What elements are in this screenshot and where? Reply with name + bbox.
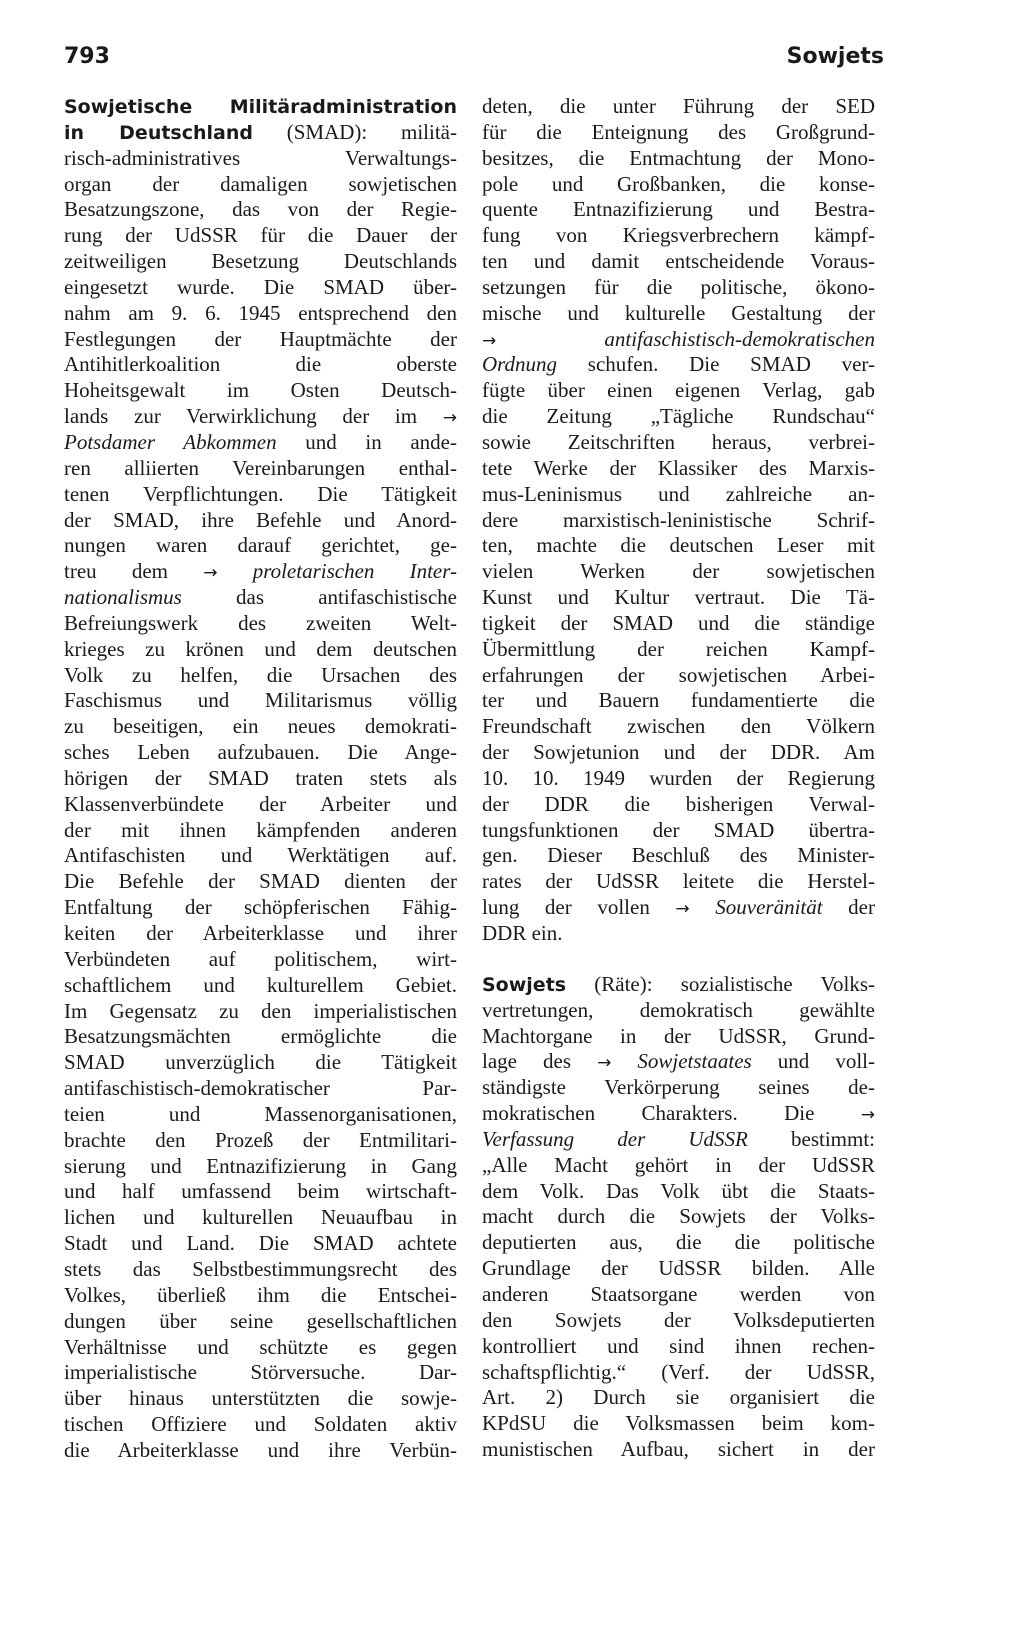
text-segment: Übermittlung der reichen Kampf- [482, 636, 875, 661]
headword: in Deutschland [64, 121, 253, 144]
text-segment: und half umfassend beim wirtschaft- [64, 1179, 457, 1204]
text-line [64, 792, 457, 818]
text-segment: rates der UdSSR leitete die Herstel- [482, 869, 875, 894]
text-segment: ten und damit entscheidende Voraus- [482, 249, 875, 274]
text-line [482, 637, 875, 663]
text-segment: erfahrungen der sowjetischen Arbei- [482, 662, 875, 687]
text-line [64, 1412, 457, 1438]
text-line [64, 818, 457, 844]
text-segment: zeitweiligen Besetzung Deutschlands [64, 249, 457, 274]
text-segment: für die Enteignung des Großgrund- [482, 119, 875, 144]
text-segment: Entfaltung der schöpferischen Fähig- [64, 895, 457, 920]
text-segment: vertretungen, demokratisch gewählte [482, 997, 875, 1022]
text-segment: tungsfunktionen der SMAD übertra- [482, 817, 875, 842]
text-segment: Klassenverbündete der Arbeiter und [64, 791, 457, 816]
text-segment: (SMAD): militä- [253, 119, 457, 144]
text-line [64, 327, 457, 353]
cross-reference: Verfassung der UdSSR [482, 1126, 748, 1151]
text-line [482, 430, 875, 456]
text-line [482, 1204, 875, 1230]
text-line [64, 1050, 457, 1076]
text-segment [217, 559, 252, 583]
text-line [482, 533, 875, 559]
text-line [64, 1102, 457, 1128]
text-line [64, 1231, 457, 1257]
text-segment: KPdSU die Volksmassen beim kom- [482, 1411, 875, 1436]
text-line [64, 1386, 457, 1412]
text-line [482, 146, 875, 172]
text-line [64, 223, 457, 249]
text-segment: nungen waren darauf gerichtet, ge- [64, 533, 457, 558]
text-line [64, 688, 457, 714]
text-segment: mokratischen Charakters. Die [482, 1101, 861, 1126]
text-line [482, 998, 875, 1024]
text-segment: Befreiungswerk des zweiten Welt- [64, 610, 457, 635]
text-line [482, 1360, 875, 1386]
text-line [482, 1385, 875, 1411]
text-line [482, 378, 875, 404]
text-segment: setzungen für die politische, ökono- [482, 274, 875, 299]
text-segment: antifaschistisch-demokratischer Par- [64, 1076, 457, 1101]
text-line [64, 456, 457, 482]
arrow-icon: → [442, 408, 457, 429]
text-segment: über hinaus unterstützten die sowje- [64, 1386, 457, 1411]
text-segment: Faschismus und Militarismus völlig [64, 688, 457, 713]
text-segment: fung von Kriegsverbrechern kämpf- [482, 223, 875, 248]
text-segment: Verhältnisse und schützte es gegen [64, 1334, 457, 1359]
text-line [64, 766, 457, 792]
arrow-icon: → [482, 330, 497, 351]
cross-reference: antifaschistisch-demokratischen [604, 326, 875, 351]
text-line [64, 585, 457, 611]
text-line [482, 585, 875, 611]
text-segment: ten, machte die deutschen Leser mit [482, 533, 875, 558]
text-line [482, 895, 875, 921]
text-line [482, 249, 875, 275]
text-line [482, 611, 875, 637]
text-segment: Kunst und Kultur vertraut. Die Tä- [482, 585, 875, 610]
text-segment: Festlegungen der Hauptmächte der [64, 326, 457, 351]
text-segment: Besatzungszone, das von der Regie- [64, 197, 457, 222]
text-line [64, 869, 457, 895]
text-line [482, 688, 875, 714]
text-segment: DDR ein. [482, 921, 563, 945]
text-line [64, 430, 457, 456]
text-line [64, 663, 457, 689]
right-column [482, 94, 875, 1463]
text-segment: schaftlichem und kulturellem Gebiet. [64, 972, 457, 997]
text-segment: tigkeit der SMAD und die ständige [482, 610, 875, 635]
text-line [64, 611, 457, 637]
text-segment: organ der damaligen sowjetischen [64, 171, 457, 196]
text-segment: zu beseitigen, ein neues demokrati- [64, 714, 457, 739]
cross-reference: Ordnung [482, 352, 558, 377]
arrow-icon: → [203, 563, 218, 584]
text-segment: teien und Massenorganisationen, [64, 1101, 457, 1126]
text-line [482, 94, 875, 120]
text-segment: Antifaschisten und Werktätigen auf. [64, 843, 457, 868]
text-segment: und in ande- [276, 429, 457, 454]
text-segment: schufen. Die SMAD ver- [557, 352, 875, 377]
text-line [64, 714, 457, 740]
text-line [64, 94, 457, 120]
text-line [482, 559, 875, 585]
text-segment: kontrolliert und sind ihnen rechen- [482, 1333, 875, 1358]
text-segment: imperialistische Störversuche. Dar- [64, 1360, 457, 1385]
text-segment: lands zur Verwirklichung der im [64, 404, 443, 429]
text-segment: anderen Staatsorgane werden von [482, 1281, 875, 1306]
text-segment: das antifaschistische [181, 585, 457, 610]
text-segment: treu dem [64, 559, 204, 584]
text-line [482, 508, 875, 534]
left-column [64, 94, 457, 1464]
text-line [482, 1049, 875, 1075]
text-segment: mische und kulturelle Gestaltung der [482, 300, 875, 325]
text-segment: der mit ihnen kämpfenden anderen [64, 817, 457, 842]
text-segment: dem Volk. Das Volk übt die Staats- [482, 1178, 875, 1203]
text-segment: ren alliierten Vereinbarungen enthal- [64, 455, 457, 480]
text-segment: quente Entnazifizierung und Bestra- [482, 197, 875, 222]
text-line [482, 792, 875, 818]
arrow-icon: → [860, 1105, 875, 1126]
cross-reference: Souveränität [715, 895, 823, 920]
text-segment: sowie Zeitschriften heraus, verbrei- [482, 429, 875, 454]
text-segment: der DDR die bisherigen Verwal- [482, 791, 875, 816]
text-line [482, 1256, 875, 1282]
text-line [64, 404, 457, 430]
text-line [482, 1075, 875, 1101]
text-line [64, 1309, 457, 1335]
text-line [64, 1024, 457, 1050]
text-line [482, 197, 875, 223]
text-line [64, 120, 457, 146]
text-segment: Grundlage der UdSSR bilden. Alle [482, 1256, 875, 1281]
text-segment: Hoheitsgewalt im Osten Deutsch- [64, 378, 457, 403]
text-segment: dere marxistisch-leninistische Schrif- [482, 507, 875, 532]
text-segment: mus-Leninismus und zahlreiche an- [482, 481, 875, 506]
text-segment: vielen Werken der sowjetischen [482, 559, 875, 584]
text-line [482, 327, 875, 353]
text-segment: (Räte): sozialistische Volks- [566, 971, 875, 996]
text-segment: tischen Offiziere und Soldaten aktiv [64, 1412, 457, 1437]
text-line [64, 947, 457, 973]
running-head: Sowjets [786, 44, 884, 69]
text-line [64, 533, 457, 559]
text-line [482, 404, 875, 430]
text-segment: nahm am 9. 6. 1945 entsprechend den [64, 300, 457, 325]
text-segment: lichen und kulturellen Neuaufbau in [64, 1205, 457, 1230]
text-segment: besitzes, die Entmachtung der Mono- [482, 145, 875, 170]
text-segment: fügte über einen eigenen Verlag, gab [482, 378, 875, 403]
text-segment: lage des [482, 1049, 598, 1074]
text-segment: risch-administratives Verwaltungs- [64, 145, 457, 170]
text-line [482, 1230, 875, 1256]
text-line [482, 869, 875, 895]
text-line [64, 740, 457, 766]
text-line [64, 559, 457, 585]
text-segment: macht durch die Sowjets der Volks- [482, 1204, 875, 1229]
text-segment [611, 1049, 637, 1073]
text-line [482, 663, 875, 689]
text-line [64, 1438, 457, 1464]
text-segment: Besatzungsmächten ermöglichte die [64, 1024, 457, 1049]
cross-reference: Potsdamer Abkommen [64, 429, 277, 454]
text-segment: 10. 10. 1949 wurden der Regierung [482, 765, 875, 790]
text-line [482, 301, 875, 327]
text-line [64, 973, 457, 999]
text-segment: Freundschaft zwischen den Völkern [482, 714, 875, 739]
text-line [482, 1127, 875, 1153]
text-segment: Stadt und Land. Die SMAD achtete [64, 1231, 457, 1256]
text-line [64, 275, 457, 301]
text-line [482, 1179, 875, 1205]
text-segment: der SMAD, ihre Befehle und Anord- [64, 507, 457, 532]
text-segment: tenen Verpflichtungen. Die Tätigkeit [64, 481, 457, 506]
text-line [64, 301, 457, 327]
text-segment: munistischen Aufbau, sichert in der [482, 1437, 875, 1462]
text-line [482, 223, 875, 249]
text-segment: stets das Selbstbestimmungsrecht des [64, 1256, 457, 1281]
headword: Sowjets [482, 973, 567, 996]
text-segment: dungen über seine gesellschaftlichen [64, 1308, 457, 1333]
text-line [64, 1205, 457, 1231]
text-line [64, 172, 457, 198]
text-line [482, 1334, 875, 1360]
text-line [482, 1024, 875, 1050]
text-segment: Art. 2) Durch sie organisiert die [482, 1385, 875, 1410]
text-line [64, 508, 457, 534]
arrow-icon: → [675, 899, 690, 920]
text-segment: den Sowjets der Volksdeputierten [482, 1307, 875, 1332]
text-line [482, 766, 875, 792]
text-line [64, 1335, 457, 1361]
text-segment: SMAD unverzüglich die Tätigkeit [64, 1050, 457, 1075]
text-segment: „Alle Macht gehört in der UdSSR [482, 1152, 875, 1177]
text-segment: die Zeitung „Tägliche Rundschau“ [482, 404, 875, 429]
text-segment: die Arbeiterklasse und ihre Verbün- [64, 1437, 457, 1462]
text-line [64, 1076, 457, 1102]
text-line [64, 482, 457, 508]
text-line [64, 1360, 457, 1386]
text-line [64, 921, 457, 947]
text-line [482, 352, 875, 378]
text-line [482, 456, 875, 482]
text-segment [496, 327, 604, 351]
text-line [482, 1153, 875, 1179]
text-line [482, 714, 875, 740]
text-segment: hörigen der SMAD traten stets als [64, 765, 457, 790]
text-line [482, 275, 875, 301]
text-segment: sierung und Entnazifizierung in Gang [64, 1153, 457, 1178]
text-segment: gen. Dieser Beschluß des Minister- [482, 843, 875, 868]
text-line [482, 843, 875, 869]
text-segment: rung der UdSSR für die Dauer der [64, 223, 457, 248]
text-segment: und voll- [751, 1049, 875, 1074]
text-line [64, 895, 457, 921]
text-segment: der [822, 895, 875, 920]
text-line [482, 921, 875, 947]
text-line [64, 843, 457, 869]
text-line [64, 352, 457, 378]
text-line [482, 172, 875, 198]
text-segment: ständigste Verkörperung seines de- [482, 1075, 875, 1100]
cross-reference: proletarischen Inter- [252, 559, 457, 584]
text-line [64, 1128, 457, 1154]
text-segment: krieges zu krönen und dem deutschen [64, 636, 457, 661]
text-line [64, 197, 457, 223]
text-line [482, 818, 875, 844]
text-segment: der Sowjetunion und der DDR. Am [482, 740, 875, 765]
cross-reference: Sowjetstaates [637, 1049, 752, 1074]
text-line [64, 1257, 457, 1283]
text-line [64, 249, 457, 275]
text-segment: Volkes, überließ ihm die Entschei- [64, 1282, 457, 1307]
text-line [64, 999, 457, 1025]
text-segment: bestimmt: [747, 1126, 875, 1151]
text-line [482, 740, 875, 766]
text-segment: brachte den Prozeß der Entmilitari- [64, 1127, 457, 1152]
text-line [482, 1437, 875, 1463]
text-line [64, 378, 457, 404]
text-line [482, 1282, 875, 1308]
text-segment: Die Befehle der SMAD dienten der [64, 869, 457, 894]
page-number: 793 [64, 44, 110, 69]
text-segment: sches Leben aufzubauen. Die Ange- [64, 740, 457, 765]
text-line [482, 482, 875, 508]
text-line [482, 1308, 875, 1334]
text-line [482, 1101, 875, 1127]
text-line [482, 972, 875, 998]
text-segment: deputierten aus, die die politische [482, 1230, 875, 1255]
text-segment: Im Gegensatz zu den imperialistischen [64, 998, 457, 1023]
text-segment [690, 895, 716, 919]
text-segment: deten, die unter Führung der SED [482, 94, 875, 118]
text-line [482, 120, 875, 146]
text-line [482, 1411, 875, 1437]
text-segment: Volk zu helfen, die Ursachen des [64, 662, 457, 687]
text-line [64, 146, 457, 172]
text-line [64, 1154, 457, 1180]
text-segment: ter und Bauern fundamentierte die [482, 688, 875, 713]
text-segment: schaftspflichtig.“ (Verf. der UdSSR, [482, 1359, 875, 1384]
headword: Sowjetische Militäradministration [64, 96, 457, 118]
text-line [64, 637, 457, 663]
text-segment: pole und Großbanken, die konse- [482, 171, 875, 196]
cross-reference: nationalismus [64, 585, 182, 610]
arrow-icon: → [597, 1053, 612, 1074]
text-segment: keiten der Arbeiterklasse und ihrer [64, 921, 457, 945]
text-segment: Machtorgane in der UdSSR, Grund- [482, 1023, 875, 1048]
text-segment: lung der vollen [482, 895, 676, 920]
text-segment: eingesetzt wurde. Die SMAD über- [64, 274, 457, 299]
text-line [64, 1283, 457, 1309]
text-segment: Verbündeten auf politischem, wirt- [64, 946, 457, 971]
text-segment: Antihitlerkoalition die oberste [64, 352, 457, 377]
text-line [64, 1179, 457, 1205]
text-segment: tete Werke der Klassiker des Marxis- [482, 455, 875, 480]
